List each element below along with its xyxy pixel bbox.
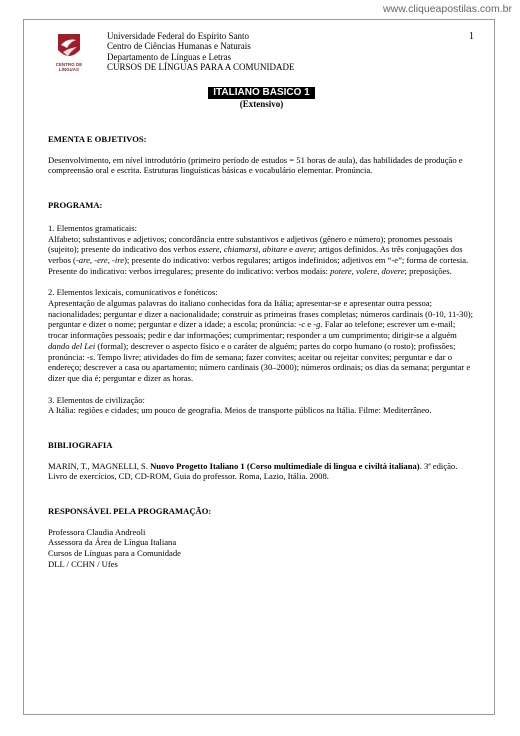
responsavel-program: Cursos de Línguas para a Comunidade: [48, 548, 181, 559]
course-title: ITALIANO BÁSICO 1: [208, 87, 314, 99]
responsavel-unit: DLL / CCHN / Ufes: [48, 558, 118, 569]
institution-center: Centro de Ciências Humanas e Naturais: [107, 41, 251, 52]
ementa-heading: EMENTA E OBJETIVOS:: [48, 134, 147, 144]
logo-caption-line1: CENTRO DE: [55, 62, 83, 67]
responsavel-role: Assessora da Área de Língua Italiana: [48, 537, 177, 548]
institution-university: Universidade Federal do Espírito Santo: [107, 31, 249, 41]
institution-logo: [50, 32, 88, 76]
bibliografia-heading: BIBLIOGRAFIA: [48, 440, 113, 451]
document-header: [48, 31, 475, 76]
programa-heading: PROGRAMA:: [48, 200, 103, 211]
bibliografia-entry: MARIN, T., MAGNELLI, S. Nuovo Progetto Italiano 1 (Corso multimediale di lingua e civiltà italiana). 3ª edição. Livro de exercícios, CD, CD-ROM, Guia do professor. Roma, Lazio, Itália. 2008.: [48, 460, 458, 482]
programa-item2-text: Apresentação de algumas palavras do italiano conhecidas fora da Itália; apresentar-se e apresentar outra pessoa; nacionalidades; perguntar e dizer a nacionalidade; construir as primeiras frases completas; números cardinais (0-10, 11-30); perguntar e dizer o nome; perguntar e dizer a idade; a escola; pronúncia: -c e -g. Falar ao telefone; escrever um e-mail; trocar informações pessoais; pedir e dar informações; cumprimentar; responder a um cumprimento; dirigir-se a alguém dando del Lei (formal); descrever o aspecto físico e o caráter de alguém; partes do corpo humano (o rosto); profissões; pronúncia: -s. Tempo livre; atividades do fim de semana; fazer convites; aceitar ou rejeitar convites; perguntar e dar o endereço; descrever a casa ou apartamento; número cardinais (30–2000); números ordinais; os dias da semana; perguntar e dizer que dia é; perguntar e dizer as horas.: [48, 298, 473, 383]
programa-item1-text: Alfabeto; substantivos e adjetivos; concordância entre substantivos e adjetivos (gênero e número); pronomes pessoais (sujeito); presente do indicativo dos verbos essere, chiamarsi, abitare e avere; artigos definidos. As três conjugações dos verbos (-are, -ere, -ire); presente do indicativo: verbos regulares; artigos indefinidos; adjetivos em “-e”; forma de cortesia. Presente do indicativo: verbos irregulares; presente do indicativo: verbos modais: potere, volere, dovere; preposições.: [48, 233, 469, 276]
course-title-block: [48, 87, 475, 110]
institution-block: [107, 31, 294, 73]
responsavel-name: Professora Claudia Andreoli: [48, 526, 146, 537]
institution-program: CURSOS DE LÍNGUAS PARA A COMUNIDADE: [107, 62, 295, 73]
document-page: [23, 19, 495, 715]
page-number: 1: [469, 31, 474, 42]
centro-de-linguas-logo-icon: [53, 32, 85, 63]
institution-department: Departamento de Línguas e Letras: [107, 51, 231, 62]
responsavel-heading: RESPONSÁVEL PELA PROGRAMAÇÃO:: [48, 506, 212, 517]
programa-item2-title: 2. Elementos lexicais, comunicativos e fonéticos:: [48, 287, 218, 298]
ementa-text: Desenvolvimento, em nível introdutório (primeiro período de estudos = 51 horas de aula), das habilidades de produção e compreensão oral e escrita. Estruturas linguísticas básicas e vocabulário elementar. Pronúncia.: [48, 154, 463, 176]
document-content: [48, 31, 475, 569]
programa-item3-title: 3. Elementos de civilização:: [48, 394, 145, 405]
responsavel-signature: [48, 527, 475, 569]
course-subtitle: (Extensivo): [239, 99, 284, 109]
logo-caption-line2: LÍNGUAS: [58, 66, 80, 72]
programa-item3-text: A Itália: regiões e cidades; um pouco de geografia. Meios de transporte públicos na Itália. Filme: Mediterrâneo.: [48, 405, 432, 416]
watermark-url: www.cliqueapostilas.com.br: [383, 3, 512, 15]
programa-item1-title: 1. Elementos gramaticais:: [48, 222, 138, 233]
